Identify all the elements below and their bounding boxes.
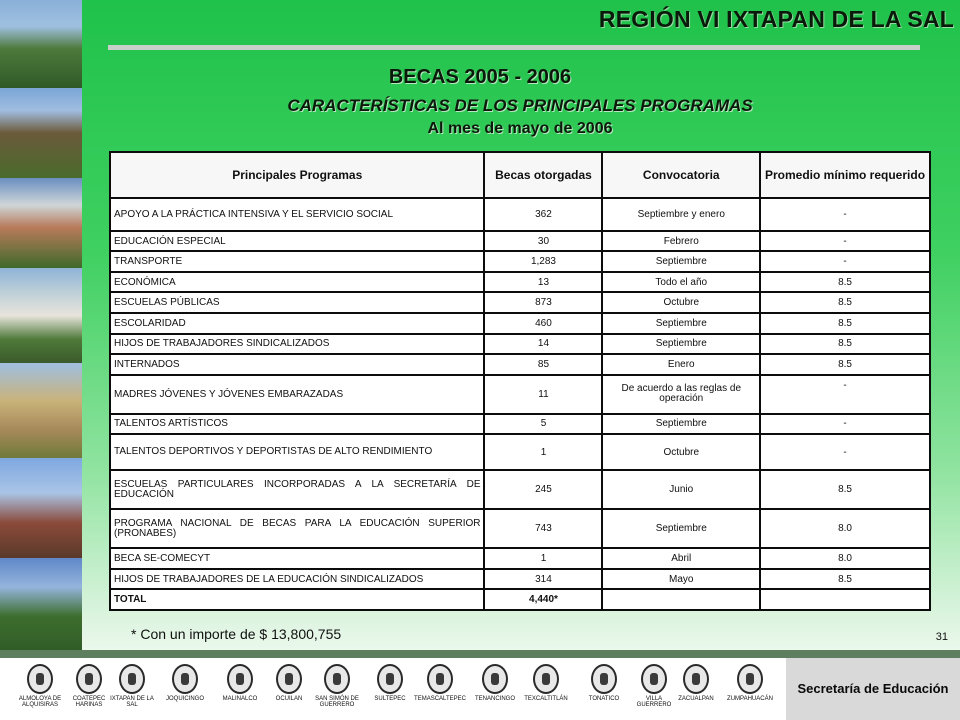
municipality-glyph-icon bbox=[427, 664, 453, 694]
municipality-almoloya bbox=[14, 664, 66, 708]
municipality-name: ZACUALPAN bbox=[678, 696, 714, 702]
convocatoria-value: Abril bbox=[603, 549, 759, 568]
table-total-row bbox=[111, 590, 929, 609]
promedio-value: 8.5 bbox=[761, 471, 929, 508]
municipality-glyph-icon bbox=[683, 664, 709, 694]
header-divider bbox=[108, 45, 920, 50]
municipality-name: SULTEPEC bbox=[374, 696, 406, 702]
municipality-sultepec bbox=[364, 664, 416, 702]
becas-value: 743 bbox=[485, 510, 601, 547]
becas-value: 11 bbox=[485, 376, 601, 413]
col-header-becas: Becas otorgadas bbox=[485, 153, 601, 197]
municipality-glyph-icon bbox=[276, 664, 302, 694]
table-header-row bbox=[111, 153, 929, 197]
municipality-ixtapan bbox=[106, 664, 158, 708]
col-header-promedio: Promedio mínimo requerido bbox=[761, 153, 929, 197]
municipality-name: ZUMPAHUACÁN bbox=[727, 696, 773, 702]
footnote: * Con un importe de $ 13,800,755 bbox=[131, 626, 342, 642]
promedio-value: - bbox=[761, 199, 929, 230]
page-number: 31 bbox=[935, 631, 948, 643]
promedio-value: - bbox=[761, 435, 929, 469]
table-row bbox=[111, 252, 929, 271]
col-header-programas: Principales Programas bbox=[111, 153, 483, 197]
promedio-value: - bbox=[761, 252, 929, 271]
promedio-value: 8.5 bbox=[761, 570, 929, 589]
municipality-name: TEMASCALTEPEC bbox=[414, 696, 466, 702]
program-name: HIJOS DE TRABAJADORES SINDICALIZADOS bbox=[111, 335, 483, 354]
table-row bbox=[111, 293, 929, 312]
becas-value: 873 bbox=[485, 293, 601, 312]
footer bbox=[0, 658, 960, 720]
becas-value: 1 bbox=[485, 435, 601, 469]
promedio-value: 8.5 bbox=[761, 293, 929, 312]
municipality-san-simon bbox=[311, 664, 363, 708]
table-row bbox=[111, 570, 929, 589]
becas-value: 245 bbox=[485, 471, 601, 508]
col-header-convocatoria: Convocatoria bbox=[603, 153, 759, 197]
convocatoria-value: Enero bbox=[603, 355, 759, 374]
convocatoria-value: Septiembre y enero bbox=[603, 199, 759, 230]
becas-value: 85 bbox=[485, 355, 601, 374]
footer-divider bbox=[0, 650, 960, 658]
municipality-glyph-icon bbox=[227, 664, 253, 694]
convocatoria-value: Septiembre bbox=[603, 314, 759, 333]
program-name: BECA SE-COMECYT bbox=[111, 549, 483, 568]
table-row bbox=[111, 415, 929, 434]
table-row bbox=[111, 335, 929, 354]
becas-value: 30 bbox=[485, 232, 601, 251]
program-name: TALENTOS ARTÍSTICOS bbox=[111, 415, 483, 434]
table-row bbox=[111, 510, 929, 547]
region-title: REGIÓN VI IXTAPAN DE LA SAL bbox=[598, 6, 954, 32]
municipality-name: VILLA GUERRERO bbox=[636, 696, 672, 708]
municipality-tonatico bbox=[578, 664, 630, 702]
municipality-zacualpan bbox=[670, 664, 722, 702]
table-row bbox=[111, 273, 929, 292]
program-name: TALENTOS DEPORTIVOS Y DEPORTISTAS DE ALTO RENDIMIENTO bbox=[111, 435, 483, 469]
table-row bbox=[111, 435, 929, 469]
municipality-glyph-icon bbox=[641, 664, 667, 694]
becas-value: 13 bbox=[485, 273, 601, 292]
promedio-value: 8.5 bbox=[761, 314, 929, 333]
program-name: APOYO A LA PRÁCTICA INTENSIVA Y EL SERVICIO SOCIAL bbox=[111, 199, 483, 230]
becas-value: 314 bbox=[485, 570, 601, 589]
program-name: ESCUELAS PÚBLICAS bbox=[111, 293, 483, 312]
municipality-glyph-icon bbox=[533, 664, 559, 694]
municipality-name: MALINALCO bbox=[222, 696, 258, 702]
programs-table bbox=[109, 151, 931, 611]
municipality-glyph-icon bbox=[172, 664, 198, 694]
convocatoria-value: Febrero bbox=[603, 232, 759, 251]
municipality-glyph-icon bbox=[591, 664, 617, 694]
municipality-glyph-icon bbox=[119, 664, 145, 694]
promedio-value: - bbox=[761, 376, 929, 413]
municipality-ocuilan bbox=[263, 664, 315, 702]
municipality-glyph-icon bbox=[482, 664, 508, 694]
promedio-value: - bbox=[761, 232, 929, 251]
becas-value: 1,283 bbox=[485, 252, 601, 271]
municipality-name: JOQUICINGO bbox=[165, 696, 204, 702]
landscape-photo-4 bbox=[0, 268, 82, 363]
total-empty-cell bbox=[603, 590, 759, 609]
program-name: PROGRAMA NACIONAL DE BECAS PARA LA EDUCACIÓN SUPERIOR (PRONABES) bbox=[111, 510, 483, 547]
becas-value: 5 bbox=[485, 415, 601, 434]
table-row bbox=[111, 314, 929, 333]
municipality-malinalco bbox=[214, 664, 266, 702]
municipality-name: TENANCINGO bbox=[474, 696, 515, 702]
municipality-name: SAN SIMÓN DE GUERRERO bbox=[315, 696, 359, 708]
convocatoria-value: Septiembre bbox=[603, 415, 759, 434]
municipality-glyph-icon bbox=[324, 664, 350, 694]
page-date: Al mes de mayo de 2006 bbox=[427, 120, 613, 137]
secretaria-label: Secretaría de Educación bbox=[786, 658, 960, 720]
total-value: 4,440* bbox=[485, 590, 601, 609]
municipality-joquicingo bbox=[159, 664, 211, 702]
municipality-texcaltitlan bbox=[520, 664, 572, 702]
program-name: ESCUELAS PARTICULARES INCORPORADAS A LA SECRETARÍA DE EDUCACIÓN bbox=[111, 471, 483, 508]
municipality-name: ALMOLOYA DE ALQUISIRAS bbox=[18, 696, 62, 708]
table-row bbox=[111, 471, 929, 508]
municipality-tenancingo bbox=[469, 664, 521, 702]
municipality-name: TEXCALTITLÁN bbox=[524, 696, 568, 702]
promedio-value: 8.0 bbox=[761, 549, 929, 568]
page-title: BECAS 2005 - 2006 bbox=[388, 66, 572, 88]
municipality-zumpahuacan bbox=[724, 664, 776, 702]
program-name: INTERNADOS bbox=[111, 355, 483, 374]
convocatoria-value: De acuerdo a las reglas de operación bbox=[603, 376, 759, 413]
table-row bbox=[111, 232, 929, 251]
program-name: MADRES JÓVENES Y JÓVENES EMBARAZADAS bbox=[111, 376, 483, 413]
municipality-glyph-icon bbox=[27, 664, 53, 694]
program-name: TRANSPORTE bbox=[111, 252, 483, 271]
convocatoria-value: Mayo bbox=[603, 570, 759, 589]
table-row bbox=[111, 376, 929, 413]
convocatoria-value: Septiembre bbox=[603, 510, 759, 547]
program-name: HIJOS DE TRABAJADORES DE LA EDUCACIÓN SINDICALIZADOS bbox=[111, 570, 483, 589]
municipality-name: COATEPEC HARINAS bbox=[72, 696, 106, 708]
convocatoria-value: Todo el año bbox=[603, 273, 759, 292]
landscape-photo-6 bbox=[0, 458, 82, 558]
program-name: EDUCACIÓN ESPECIAL bbox=[111, 232, 483, 251]
program-name: ECONÓMICA bbox=[111, 273, 483, 292]
becas-value: 1 bbox=[485, 549, 601, 568]
convocatoria-value: Junio bbox=[603, 471, 759, 508]
landscape-photo-7 bbox=[0, 558, 82, 655]
table-row bbox=[111, 549, 929, 568]
municipality-glyph-icon bbox=[76, 664, 102, 694]
municipality-glyph-icon bbox=[377, 664, 403, 694]
becas-value: 460 bbox=[485, 314, 601, 333]
table-row bbox=[111, 199, 929, 230]
convocatoria-value: Octubre bbox=[603, 293, 759, 312]
page-subtitle: CARACTERÍSTICAS DE LOS PRINCIPALES PROGRAMAS bbox=[287, 96, 753, 115]
promedio-value: 8.5 bbox=[761, 335, 929, 354]
total-empty-cell bbox=[761, 590, 929, 609]
promedio-value: 8.5 bbox=[761, 273, 929, 292]
convocatoria-value: Septiembre bbox=[603, 252, 759, 271]
municipality-name: TONATICO bbox=[588, 696, 620, 702]
municipality-glyph-icon bbox=[737, 664, 763, 694]
program-name: ESCOLARIDAD bbox=[111, 314, 483, 333]
municipality-name: OCUILAN bbox=[275, 696, 303, 702]
becas-value: 14 bbox=[485, 335, 601, 354]
becas-value: 362 bbox=[485, 199, 601, 230]
convocatoria-value: Octubre bbox=[603, 435, 759, 469]
promedio-value: - bbox=[761, 415, 929, 434]
municipality-name: IXTAPAN DE LA SAL bbox=[110, 696, 154, 708]
convocatoria-value: Septiembre bbox=[603, 335, 759, 354]
municipality-temascaltepec bbox=[414, 664, 466, 702]
promedio-value: 8.0 bbox=[761, 510, 929, 547]
table-row bbox=[111, 355, 929, 374]
landscape-photo-5 bbox=[0, 363, 82, 458]
promedio-value: 8.5 bbox=[761, 355, 929, 374]
total-label: TOTAL bbox=[111, 590, 483, 609]
landscape-photo-3 bbox=[0, 178, 82, 268]
